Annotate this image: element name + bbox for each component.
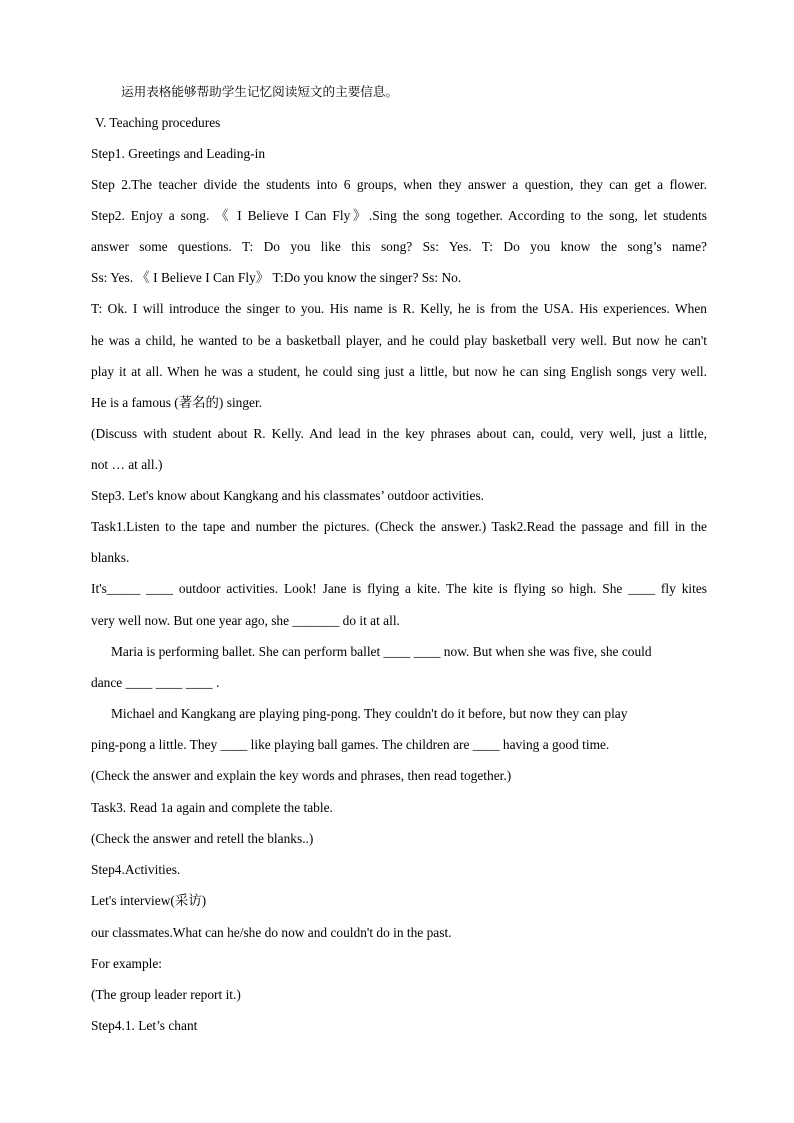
intro-sentence: 运用表格能够帮助学生记忆阅读短文的主要信息。 — [121, 84, 399, 99]
task1-task2-line: Task1.Listen to the tape and number the pictures. (Check the answer.) Task2.Read the passage and fill in the — [91, 519, 707, 534]
step3-heading: Step3. Let's know about Kangkang and his classmates’ outdoor activities. — [91, 488, 485, 503]
singer-intro-line-4: He is a famous (著名的) singer. — [91, 395, 263, 410]
step2-song-line-2: answer some questions. T: Do you like this song? Ss: Yes. T: Do you know the song’s name? — [91, 239, 707, 254]
singer-intro-line-3: play it at all. When he was a student, he could sing just a little, but now he can sing English songs very well. — [91, 364, 707, 379]
interview-line: Let's interview(采访) — [91, 893, 207, 908]
section-heading-teaching-procedures: V. Teaching procedures — [95, 115, 221, 130]
passage-maria-line-1: Maria is performing ballet. She can perform ballet ____ ____ now. But when she was five, she could — [111, 644, 652, 659]
group-leader-line: (The group leader report it.) — [91, 987, 241, 1002]
task3-line: Task3. Read 1a again and complete the table. — [91, 800, 333, 815]
step2-song-line-1: Step2. Enjoy a song. 《 I Believe I Can Fly》.Sing the song together. According to the song, let students — [91, 208, 707, 223]
classmates-line: our classmates.What can he/she do now and couldn't do in the past. — [91, 925, 452, 940]
task2-line-2: blanks. — [91, 550, 130, 565]
for-example-line: For example: — [91, 956, 163, 971]
step2-song-line-3: Ss: Yes. 《 I Believe I Can Fly》 T:Do you know the singer? Ss: No. — [91, 270, 462, 285]
passage-michael-line-2: ping-pong a little. They ____ like playing ball games. The children are ____ having a good time. — [91, 737, 610, 752]
singer-intro-line-2: he was a child, he wanted to be a basketball player, and he could play basketball very well. But now he can't — [91, 333, 707, 348]
step1-heading: Step1. Greetings and Leading-in — [91, 146, 266, 161]
passage-maria-line-2: dance ____ ____ ____ . — [91, 675, 220, 690]
check-answer-line: (Check the answer and explain the key words and phrases, then read together.) — [91, 768, 512, 783]
passage-jane-line-1: It's_____ ____ outdoor activities. Look! Jane is flying a kite. The kite is flying so high. She ____ fly kites — [91, 581, 707, 596]
step2-groups-line: Step 2.The teacher divide the students into 6 groups, when they answer a question, they can get a flower. — [91, 177, 707, 192]
step4-heading: Step4.Activities. — [91, 862, 181, 877]
discussion-line-2: not … at all.) — [91, 457, 163, 472]
passage-jane-line-2: very well now. But one year ago, she _______ do it at all. — [91, 613, 400, 628]
retell-line: (Check the answer and retell the blanks..) — [91, 831, 314, 846]
step4-1-heading: Step4.1. Let’s chant — [91, 1018, 198, 1033]
discussion-line-1: (Discuss with student about R. Kelly. And lead in the key phrases about can, could, very well, just a little, — [91, 426, 707, 441]
singer-intro-line-1: T: Ok. I will introduce the singer to you. His name is R. Kelly, he is from the USA. His experiences. When — [91, 301, 707, 316]
passage-michael-line-1: Michael and Kangkang are playing ping-pong. They couldn't do it before, but now they can play — [111, 706, 628, 721]
